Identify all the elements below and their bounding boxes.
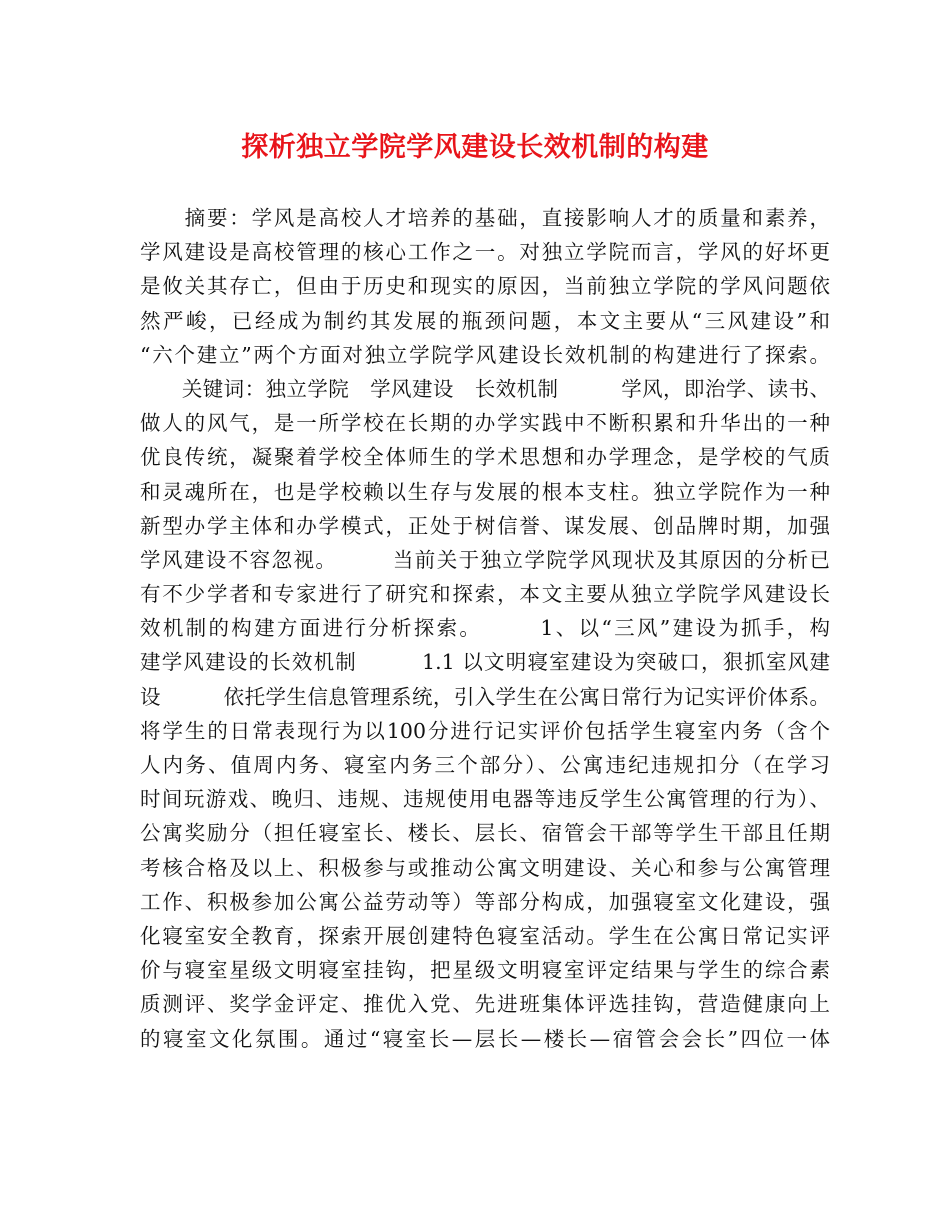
body-line: 做人的风气，是一所学校在长期的办学实践中不断积累和升华出的一种 [140, 411, 830, 436]
body-line: 时间玩游戏、晚归、违规、违规使用电器等违反学生公寓管理的行为）、 [140, 787, 830, 812]
body-line: 效机制的构建方面进行分析探索。 1、以“三风”建设为抓手，构 [140, 616, 830, 641]
document-title: 探析独立学院学风建设长效机制的构建 [241, 132, 709, 163]
body-line: 有不少学者和专家进行了研究和探索，本文主要从独立学院学风建设长 [140, 582, 830, 607]
body-line: 价与寝室星级文明寝室挂钩，把星级文明寝室评定结果与学生的综合素 [140, 958, 830, 983]
body-line: 是攸关其存亡，但由于历史和现实的原因，当前独立学院的学风问题依 [140, 274, 830, 299]
body-line: 新型办学主体和办学模式，正处于树信誉、谋发展、创品牌时期，加强 [140, 513, 830, 538]
body-line: 将学生的日常表现行为以100分进行记实评价包括学生寝室内务（含个 [140, 718, 830, 743]
body-line: 学风建设不容忽视。 当前关于独立学院学风现状及其原因的分析已 [140, 547, 830, 572]
body-line: 考核合格及以上、积极参与或推动公寓文明建设、关心和参与公寓管理 [140, 855, 830, 880]
body-line: 人内务、值周内务、寝室内务三个部分）、公寓违纪违规扣分（在学习 [140, 753, 830, 777]
document-body [140, 201, 830, 1056]
body-line: 学风建设是高校管理的核心工作之一。对独立学院而言，学风的好坏更 [140, 240, 830, 265]
body-line: 工作、积极参加公寓公益劳动等）等部分构成，加强寝室文化建设，强 [140, 889, 830, 914]
body-line: “六个建立”两个方面对独立学院学风建设长效机制的构建进行了探索。 [140, 342, 830, 367]
body-line: 关键词：独立学院 学风建设 长效机制 学风，即治学、读书、 [140, 376, 830, 401]
body-line: 公寓奖励分（担任寝室长、楼长、层长、宿管会干部等学生干部且任期 [140, 821, 830, 846]
body-line: 然严峻，已经成为制约其发展的瓶颈问题，本文主要从“三风建设”和 [140, 308, 830, 333]
body-line: 质测评、奖学金评定、推优入党、先进班集体评选挂钩，营造健康向上 [140, 992, 830, 1017]
body-line: 优良传统，凝聚着学校全体师生的学术思想和办学理念，是学校的气质 [140, 445, 830, 470]
body-line: 建学风建设的长效机制 1.1 以文明寝室建设为突破口，狠抓室风建 [140, 650, 830, 675]
body-line: 的寝室文化氛围。通过“寝室长—层长—楼长—宿管会会长”四位一体 [140, 1026, 830, 1051]
body-line: 设 依托学生信息管理系统，引入学生在公寓日常行为记实评价体系。 [140, 684, 830, 709]
body-line: 和灵魂所在，也是学校赖以生存与发展的根本支柱。独立学院作为一种 [140, 479, 830, 504]
body-line: 化寝室安全教育，探索开展创建特色寝室活动。学生在公寓日常记实评 [140, 923, 830, 948]
body-line: 摘要：学风是高校人才培养的基础，直接影响人才的质量和素养， [140, 206, 830, 230]
